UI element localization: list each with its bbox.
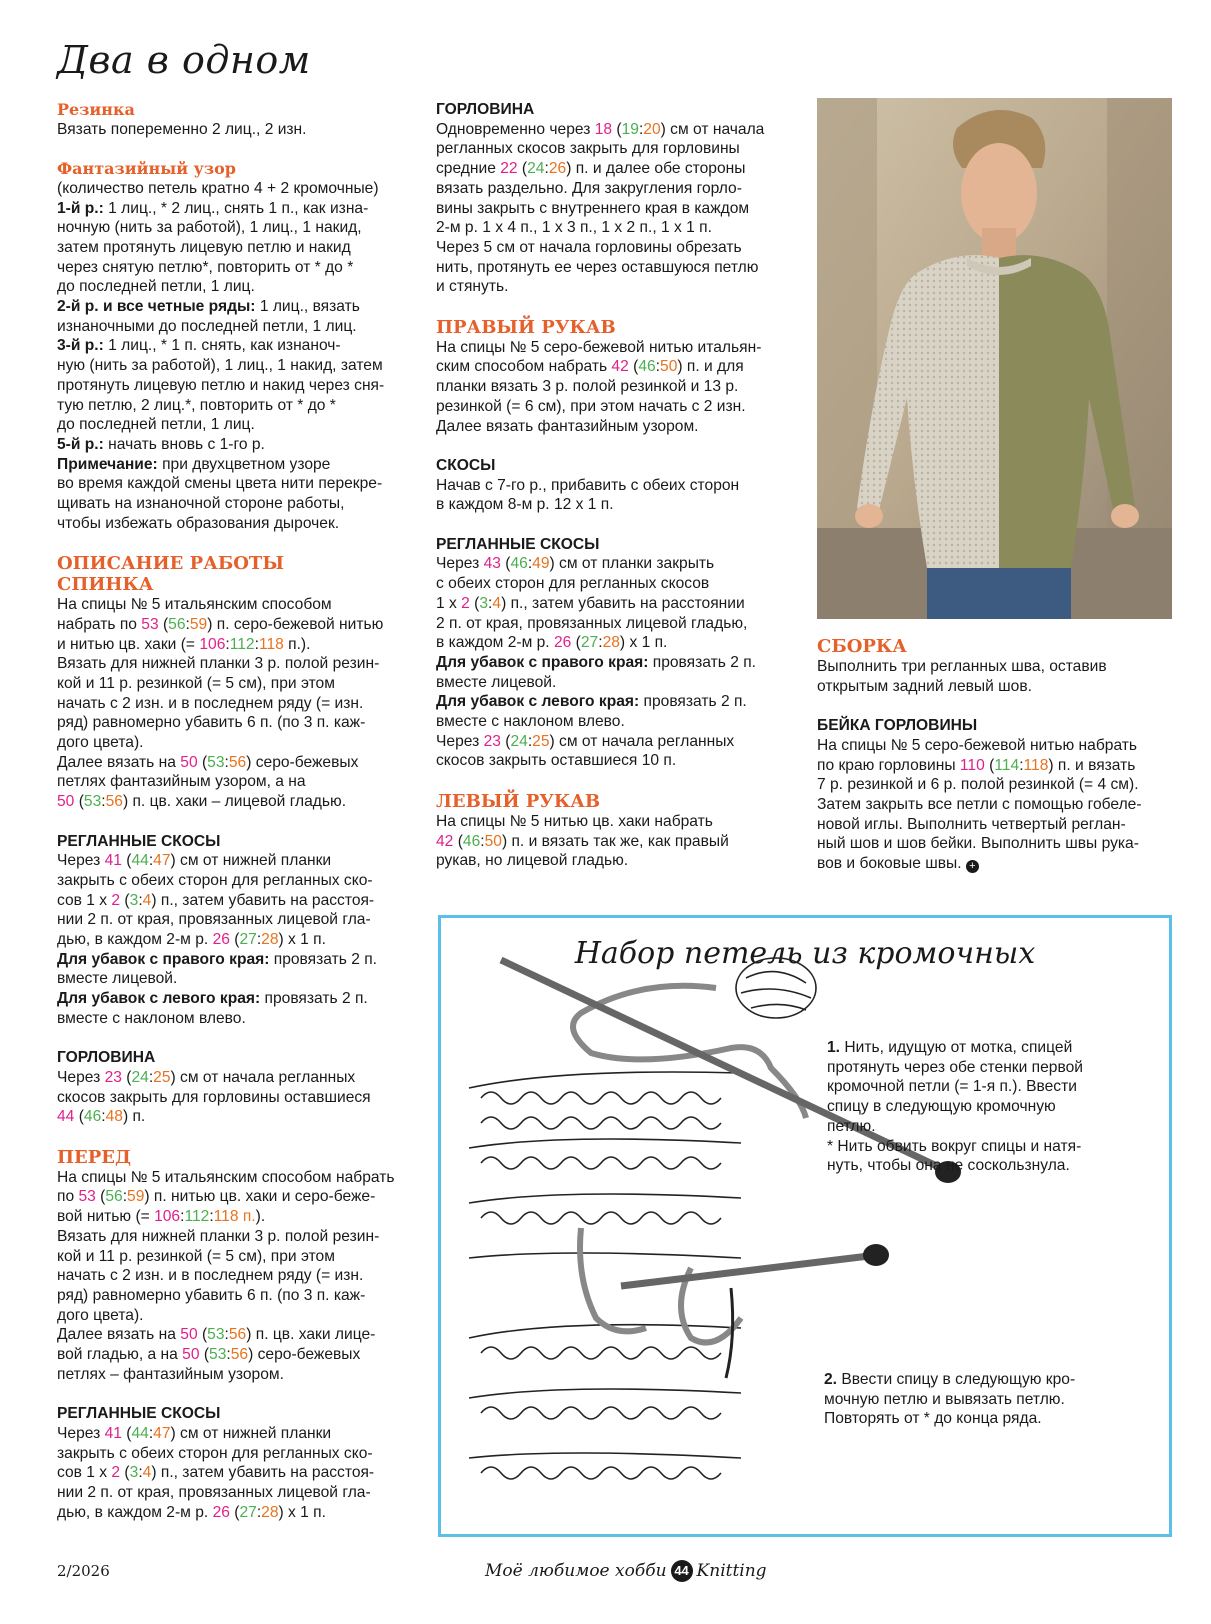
text-line: тую петлю, 2 лиц.*, повторить от * до * [57,396,336,414]
text-line: вов и боковые швы. + [817,854,1177,874]
text-line: с обеих сторон для регланных скосов [436,575,710,593]
section-heading: Резинка [57,100,135,119]
magazine-footer [485,1560,767,1582]
text-line: нии 2 п. от края, провязанных лицевой гла- [57,1484,371,1502]
text-line: рукав, но лицевой гладью. [436,852,629,870]
issue-number: 2/2026 [57,1562,110,1580]
text-line: На спицы № 5 итальянским способом [57,596,332,614]
text-line: изнаночными до последней петли, 1 лиц. [57,317,357,335]
section-heading: СКОСЫ [436,456,496,474]
text-line: затем протянуть лицевую петлю и накид [57,238,351,256]
model-photo [817,98,1172,619]
text-line: Одновременно через 18 (19:20) см от начала [436,120,765,138]
text-line: Вязать для нижней планки 3 р. полой резин- [57,655,380,673]
text-line: 1-й р.: 1 лиц., * 2 лиц., снять 1 п., как изна- [57,199,369,217]
text-line: 50 (53:56) п. цв. хаки – лицевой гладью. [57,793,347,811]
text-line: На спицы № 5 нитью цв. хаки набрать [436,812,713,830]
section-heading: СБОРКА [817,636,907,657]
text-line: открытым задний левый шов. [817,677,1032,695]
text-line: вой гладью, а на 50 (53:56) серо-бежевых [57,1346,361,1364]
text-line: протянуть через обе стенки первой [827,1058,1083,1076]
text-line: через снятую петлю*, повторить от * до * [57,258,354,276]
text-line: Начав с 7-го р., прибавить с обеих сторон [436,476,740,494]
section-heading: ОПИСАНИЕ РАБОТЫ [57,553,284,575]
text-line: ским способом набрать 42 (46:50) п. и для [436,358,744,376]
section-heading: РЕГЛАННЫЕ СКОСЫ [436,535,600,553]
step-2-text [824,1370,1144,1429]
text-line: планки вязать 3 р. полой резинкой и 13 р. [436,378,739,396]
text-line: до последней петли, 1 лиц. [57,278,255,296]
text-line: кой и 11 р. резинкой (= 5 см), при этом [57,674,335,692]
text-line: Далее вязать на 50 (53:56) п. цв. хаки лице- [57,1326,376,1344]
text-line: скосов закрыть оставшиеся 10 п. [436,752,677,770]
text-line: ряд) равномерно убавить 6 п. (по 3 п. каж- [57,1287,366,1304]
text-line: дью, в каждом 2-м р. 26 (27:28) х 1 п. [57,1503,326,1521]
text-line: вместе лицевой. [436,673,557,691]
section-heading: ПЕРЕД [57,1146,131,1168]
text-line: вязать раздельно. Для закругления горло- [436,179,742,197]
text-line: спицу в следующую кромочную [827,1098,1056,1116]
text-line: кой и 11 р. резинкой (= 5 см), при этом [57,1247,335,1265]
text-line: сов 1 х 2 (3:4) п., затем убавить на расстоя- [57,891,375,909]
section-heading: СПИНКА [57,574,154,596]
text-line: вместе лицевой. [57,970,178,988]
text-line: 2-й р. и все четные ряды: 1 лиц., вязать [57,298,360,316]
text-line: * Нить обвить вокруг спицы и натя- [827,1137,1082,1155]
text-line: резинкой (= 6 см), при этом начать с 2 изн. [436,397,746,415]
text-line: Повторять от * до конца ряда. [824,1410,1042,1428]
text-line: в каждом 2-м р. 26 (27:28) х 1 п. [436,634,668,652]
text-line: Для убавок с левого края: провязать 2 п. [436,693,747,711]
text-line: вместе с наклоном влево. [57,1009,246,1027]
text-line: Через 23 (24:25) см от начала регланных [436,732,735,750]
section-heading: ЛЕВЫЙ РУКАВ [436,790,601,812]
section-heading: ПРАВЫЙ РУКАВ [436,316,616,338]
section-heading: Фантазийный узор [57,159,236,179]
text-line: вины закрыть с внутреннего края в каждом [436,199,750,217]
section-heading: ГОРЛОВИНА [57,1049,156,1067]
text-line: по 53 (56:59) п. нитью цв. хаки и серо-беже- [57,1188,376,1206]
text-line: Через 43 (46:49) см от планки закрыть [436,555,715,573]
text-line: Примечание: при двухцветном узоре [57,455,331,473]
text-line: нии 2 п. от края, провязанных лицевой гла- [57,911,371,929]
column-1 [57,100,407,1522]
text-line: 2. Ввести спицу в следующую кро- [824,1371,1076,1388]
section-heading: БЕЙКА ГОРЛОВИНЫ [817,717,978,735]
text-line: ный шов и шов бейки. Выполнить швы рука- [817,835,1139,853]
diagram-title: Набор петель из кромочных [574,936,1036,971]
text-line: 3-й р.: 1 лиц., * 1 п. снять, как изнаноч- [57,337,341,355]
text-line: щивать на изнаночной стороне работы, [57,495,345,513]
text-line: закрыть с обеих сторон для регланных ско- [57,1444,373,1462]
text-line: протянуть лицевую петлю и накид через сня- [57,376,385,394]
text-line: петлях фантазийным узором, а на [57,773,306,791]
text-line: по краю горловины 110 (114:118) п. и вязать [817,756,1136,774]
knitting-diagram-illustration [441,918,1169,1534]
text-line: начать с 2 изн. и в последнем ряду (= изн. [57,694,364,712]
stitch-diagram-box [438,915,1172,1537]
sweater-photo-illustration [817,98,1172,619]
text-line: ряд) равномерно убавить 6 п. (по 3 п. каж- [57,714,366,732]
text-line: На спицы № 5 итальянским способом набрать [57,1168,395,1186]
text-line: Затем закрыть все петли с помощью гобеле- [817,795,1142,813]
text-line: 5-й р.: начать вновь с 1-го р. [57,435,265,453]
text-line: Для убавок с правого края: провязать 2 п. [57,950,377,968]
text-line: начать с 2 изн. и в последнем ряду (= изн. [57,1267,364,1285]
text-line: дью, в каждом 2-м р. 26 (27:28) х 1 п. [57,931,326,949]
text-line: нуть, чтобы она не соскользнула. [827,1157,1070,1175]
column-3 [817,636,1177,874]
section-heading: РЕГЛАННЫЕ СКОСЫ [57,832,221,850]
text-line: 42 (46:50) п. и вязать так же, как правый [436,832,729,850]
brand-name: Knitting [696,1561,767,1581]
text-line: мочную петлю и вывязать петлю. [824,1390,1065,1408]
page-number: 44 [671,1560,693,1582]
text-line: скосов закрыть для горловины оставшиеся [57,1088,371,1106]
text-line: На спицы № 5 серо-бежевой нитью итальян- [436,338,762,356]
text-line: вой нитью (= 106:112:118 п.). [57,1208,266,1226]
text-line: Через 5 см от начала горловины обрезать [436,238,742,256]
text-line: 1. Нить, идущую от мотка, спицей [827,1039,1073,1056]
text-line: в каждом 8-м р. 12 х 1 п. [436,496,614,514]
magazine-title: Моё любимое хобби [485,1561,667,1581]
text-line: ночную (нить за работой), 1 лиц., 1 накид, [57,219,362,237]
text-line: 44 (46:48) п. [57,1108,146,1126]
end-mark-icon: + [966,860,979,873]
section-heading: ГОРЛОВИНА [436,101,535,118]
text-line: Вязать попеременно 2 лиц., 2 изн. [57,120,307,138]
section-heading: РЕГЛАННЫЕ СКОСЫ [57,1405,221,1423]
text-line: (количество петель кратно 4 + 2 кромочные) [57,179,379,197]
text-line: вместе с наклоном влево. [436,713,625,731]
text-line: петлю. [827,1117,876,1135]
text-line: Далее вязать фантазийным узором. [436,417,699,435]
text-line: Для убавок с правого края: провязать 2 п. [436,653,756,671]
text-line: 2 п. от края, провязанных лицевой гладью, [436,614,748,632]
text-line: до последней петли, 1 лиц. [57,416,255,434]
text-line: закрыть с обеих сторон для регланных ско- [57,871,373,889]
text-line: Далее вязать на 50 (53:56) серо-бежевых [57,753,359,771]
text-line: средние 22 (24:26) п. и далее обе стороны [436,160,746,178]
text-line: 2-м р. 1 х 4 п., 1 х 3 п., 1 х 2 п., 1 х 1 п. [436,219,712,237]
text-line: 1 х 2 (3:4) п., затем убавить на расстоянии [436,594,745,612]
text-line: Через 23 (24:25) см от начала регланных [57,1068,356,1086]
text-line: и нитью цв. хаки (= 106:112:118 п.). [57,635,311,653]
text-line: и стянуть. [436,278,509,296]
text-line: во время каждой смены цвета нити перекре- [57,475,383,493]
text-line: набрать по 53 (56:59) п. серо-бежевой нитью [57,615,384,633]
text-line: петлях – фантазийным узором. [57,1365,284,1383]
column-2 [436,100,796,871]
text-line: На спицы № 5 серо-бежевой нитью набрать [817,736,1138,754]
text-line: чтобы избежать образования дырочек. [57,514,340,532]
text-line: ную (нить за работой), 1 лиц., 1 накид, затем [57,357,383,375]
text-line: Вязать для нижней планки 3 р. полой резин- [57,1227,380,1245]
text-line: кромочной петли (= 1-я п.). Ввести [827,1078,1077,1096]
text-line: Через 41 (44:47) см от нижней планки [57,1424,332,1442]
text-line: дого цвета). [57,1306,144,1324]
text-line: регланных скосов закрыть для горловины [436,140,740,158]
text-line: нить, протянуть ее через оставшуюся петлю [436,258,759,276]
text-line: сов 1 х 2 (3:4) п., затем убавить на расстоя- [57,1464,375,1482]
text-line: Через 41 (44:47) см от нижней планки [57,852,332,870]
text-line: новой иглы. Выполнить четвертый реглан- [817,815,1126,833]
text-line: дого цвета). [57,734,144,752]
text-line: 7 р. резинкой и 6 р. полой резинкой (= 4 см). [817,776,1139,794]
page-title: Два в одном [57,38,311,82]
text-line: Для убавок с левого края: провязать 2 п. [57,990,368,1008]
text-line: Выполнить три регланных шва, оставив [817,658,1107,675]
step-1-text [827,1038,1147,1176]
